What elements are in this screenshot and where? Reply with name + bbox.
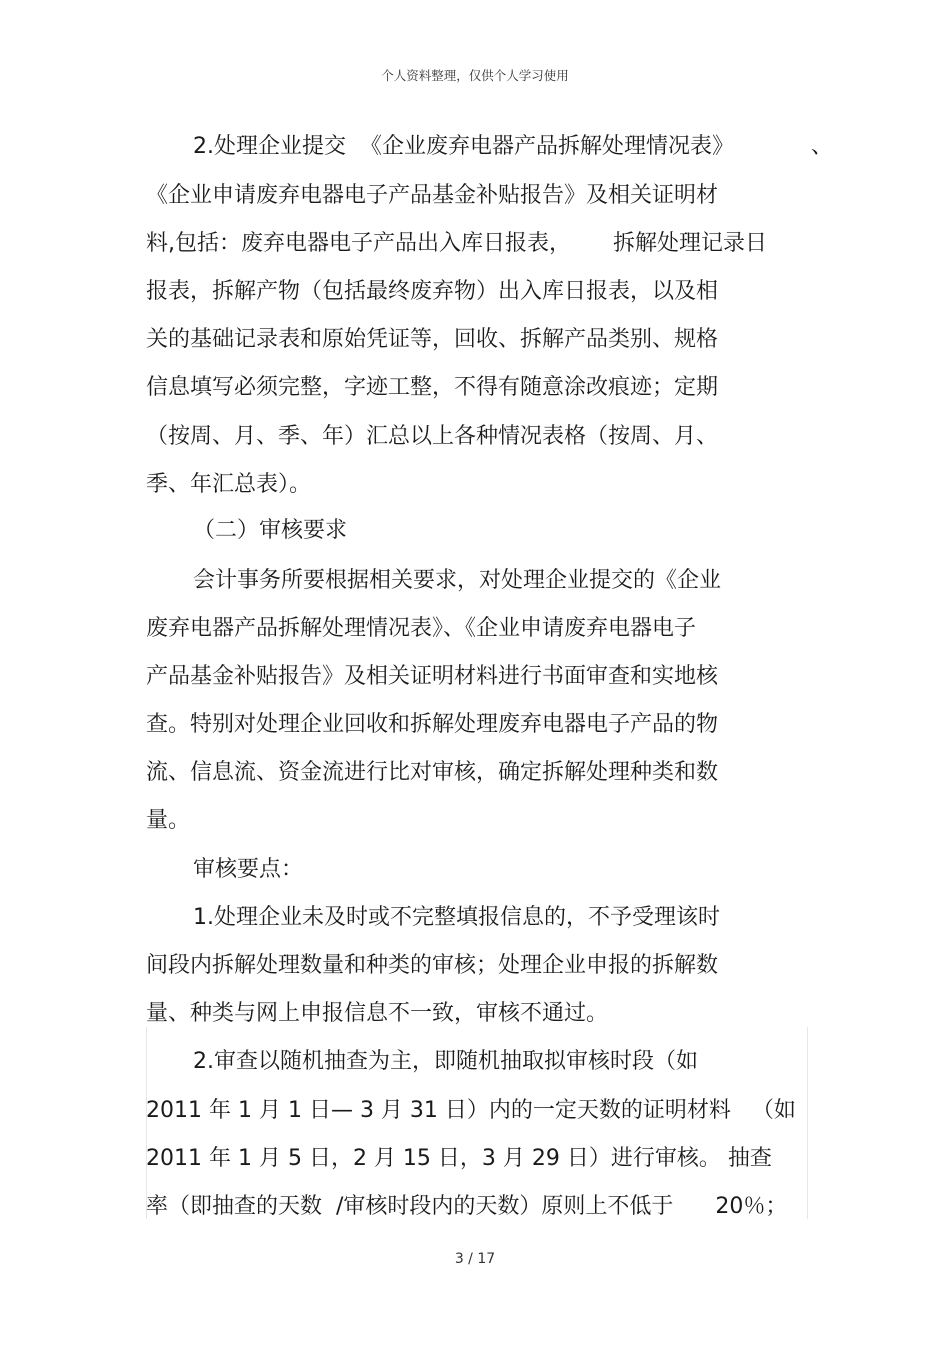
text-line: 《企业申请废弃电器电子产品基金补贴报告》及相关证明材: [146, 183, 719, 208]
text-line: 信息填写必须完整，字迹工整，不得有随意涂改痕迹；定期: [146, 375, 719, 400]
text-line: 2.审查以随机抽查为主，即随机抽取拟审核时段（如: [193, 1049, 698, 1074]
text-line: 1.处理企业未及时或不完整填报信息的，不予受理该时: [193, 905, 720, 930]
text-line: 量。: [146, 808, 191, 833]
page-number: 3 / 17: [454, 1251, 496, 1267]
text-line: 料,包括：废弃电器电子产品出入库日报表， 拆解处理记录日: [146, 231, 767, 256]
text-line: 产品基金补贴报告》及相关证明材料进行书面审查和实地核: [146, 664, 719, 689]
section-heading: （二）审核要求: [193, 518, 348, 543]
text-line: 2011 年 1 月 1 日— 3 月 31 日）内的一定天数的证明材料 （如: [146, 1098, 796, 1123]
text-line: 2.处理企业提交 《企业废弃电器产品拆解处理情况表》 、: [193, 134, 833, 159]
text-line: 关的基础记录表和原始凭证等，回收、拆解产品类别、规格: [146, 327, 719, 352]
subheading: 审核要点：: [193, 857, 304, 882]
text-line: 2011 年 1 月 5 日，2 月 15 日，3 月 29 日）进行审核。 抽查: [146, 1146, 772, 1171]
text-line: 间段内拆解处理数量和种类的审核；处理企业申报的拆解数: [146, 953, 719, 978]
text-line: 量、种类与网上申报信息不一致，审核不通过。: [146, 1001, 609, 1026]
text-line: 率（即抽查的天数 /审核时段内的天数）原则上不低于 20％；: [146, 1194, 788, 1219]
text-line: 季、年汇总表）。: [146, 472, 312, 497]
text-line: 报表，拆解产物（包括最终废弃物）出入库日报表，以及相: [146, 279, 719, 304]
page-header-note: 个人资料整理，仅供个人学习使用: [381, 68, 569, 83]
text-line: 流、信息流、资金流进行比对审核，确定拆解处理种类和数: [146, 760, 719, 785]
text-line: 会计事务所要根据相关要求，对处理企业提交的《企业: [193, 568, 722, 593]
box-right-rule: [807, 1027, 808, 1219]
text-line: 废弃电器产品拆解处理情况表》、《企业申请废弃电器电子: [146, 616, 697, 641]
text-line: （按周、月、季、年）汇总以上各种情况表格（按周、月、: [146, 424, 719, 449]
text-line: 查。特别对处理企业回收和拆解处理废弃电器电子产品的物: [146, 712, 719, 737]
